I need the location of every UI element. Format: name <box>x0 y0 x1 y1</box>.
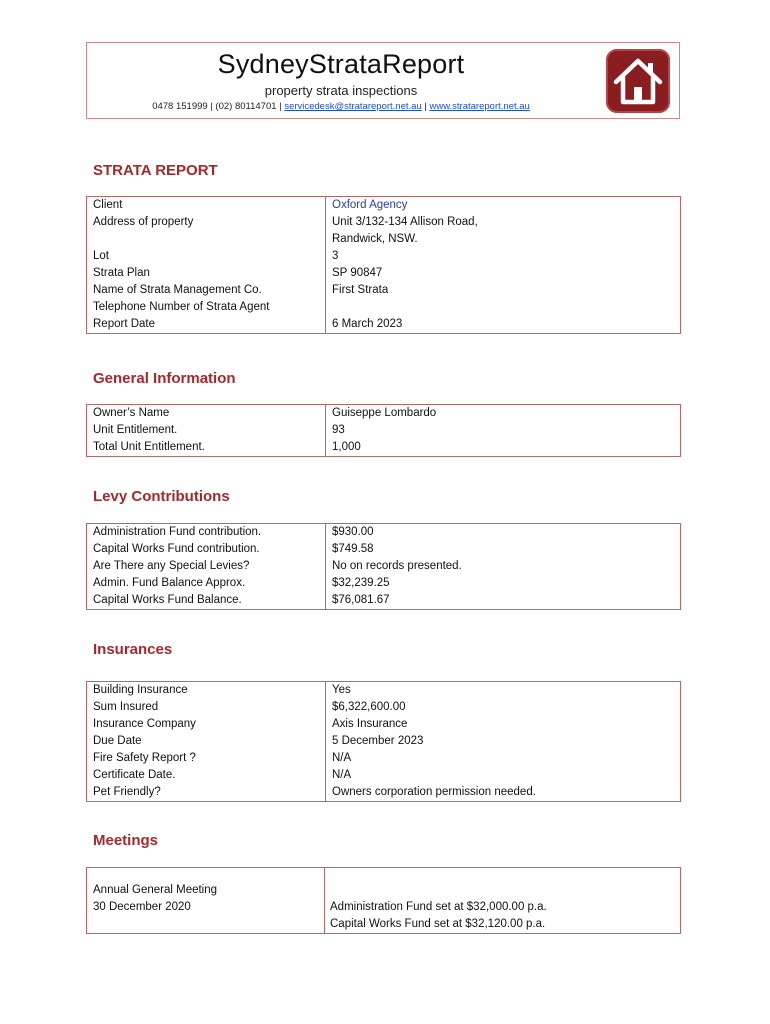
insurances-table <box>86 681 681 802</box>
table-row <box>87 750 681 767</box>
row-label: Fire Safety Report ? <box>87 750 326 767</box>
table-row <box>87 197 681 215</box>
table-row <box>87 784 681 802</box>
table-row <box>87 767 681 784</box>
column-divider <box>324 868 325 933</box>
row-value: Yes <box>326 682 681 700</box>
row-label: Due Date <box>87 733 326 750</box>
general-information-table <box>86 404 681 457</box>
row-label: Insurance Company <box>87 716 326 733</box>
row-value: $32,239.25 <box>326 575 681 592</box>
row-value: 6 March 2023 <box>326 316 681 334</box>
row-value: Unit 3/132-134 Allison Road, <box>326 214 681 231</box>
row-value: Randwick, NSW. <box>326 231 681 248</box>
house-icon <box>606 49 670 113</box>
phone-numbers: 0478 151999 | (02) 80114701 | <box>152 101 282 112</box>
row-label: Capital Works Fund Balance. <box>87 592 326 610</box>
row-label: Lot <box>87 248 326 265</box>
table-row <box>87 265 681 282</box>
report-header <box>86 42 680 119</box>
website-link[interactable]: www.stratareport.net.au <box>429 101 530 112</box>
row-value: $749.58 <box>326 541 681 558</box>
row-label: Telephone Number of Strata Agent <box>87 299 326 316</box>
company-logo <box>606 49 670 113</box>
row-label: Report Date <box>87 316 326 334</box>
row-label: Pet Friendly? <box>87 784 326 802</box>
strata-report-table <box>86 196 681 334</box>
row-value: 1,000 <box>326 439 681 457</box>
table-row <box>87 592 681 610</box>
row-label: Name of Strata Management Co. <box>87 282 326 299</box>
table-row <box>87 575 681 592</box>
row-value: 3 <box>326 248 681 265</box>
row-label: Strata Plan <box>87 265 326 282</box>
row-label: Total Unit Entitlement. <box>87 439 326 457</box>
row-label: Sum Insured <box>87 699 326 716</box>
row-label: Address of property <box>87 214 326 231</box>
table-row <box>87 405 681 423</box>
row-label: Building Insurance <box>87 682 326 700</box>
brand-title: SydneyStrataReport <box>217 49 465 79</box>
row-value: First Strata <box>326 282 681 299</box>
capital-fund-note: Capital Works Fund set at $32,120.00 p.a. <box>330 918 546 930</box>
row-label: Certificate Date. <box>87 767 326 784</box>
row-value: 5 December 2023 <box>326 733 681 750</box>
table-row <box>87 422 681 439</box>
table-row <box>87 524 681 542</box>
table-row <box>87 541 681 558</box>
meeting-type: Annual General Meeting <box>93 884 218 896</box>
client-value[interactable]: Oxford Agency <box>326 197 681 215</box>
table-row <box>87 716 681 733</box>
row-value: Axis Insurance <box>326 716 681 733</box>
row-label: Unit Entitlement. <box>87 422 326 439</box>
contact-line <box>87 101 595 112</box>
row-label: Owner’s Name <box>87 405 326 423</box>
table-row <box>87 282 681 299</box>
meetings-table <box>86 867 681 934</box>
email-link[interactable]: servicedesk@stratareport.net.au <box>284 101 422 112</box>
row-value: Owners corporation permission needed. <box>326 784 681 802</box>
row-label <box>87 231 326 248</box>
row-value: $76,081.67 <box>326 592 681 610</box>
levy-contributions-table <box>86 523 681 610</box>
row-label: Admin. Fund Balance Approx. <box>87 575 326 592</box>
row-value: No on records presented. <box>326 558 681 575</box>
table-row <box>87 699 681 716</box>
insurances-heading: Insurances <box>93 641 173 658</box>
strata-report-heading: STRATA REPORT <box>93 162 218 179</box>
meeting-date: 30 December 2020 <box>93 901 191 913</box>
table-row <box>87 316 681 334</box>
levy-contributions-heading: Levy Contributions <box>93 488 230 505</box>
row-value: $930.00 <box>326 524 681 542</box>
table-row <box>87 214 681 231</box>
table-row <box>87 439 681 457</box>
table-row <box>87 733 681 750</box>
row-value: $6,322,600.00 <box>326 699 681 716</box>
row-value: N/A <box>326 767 681 784</box>
row-label: Are There any Special Levies? <box>87 558 326 575</box>
table-row <box>87 682 681 700</box>
brand-tagline: property strata inspections <box>264 83 418 98</box>
row-value: SP 90847 <box>326 265 681 282</box>
table-row <box>87 558 681 575</box>
row-label: Client <box>87 197 326 215</box>
meetings-heading: Meetings <box>93 832 159 849</box>
row-value <box>326 299 681 316</box>
admin-fund-note: Administration Fund set at $32,000.00 p.a. <box>330 901 547 913</box>
table-row <box>87 231 681 248</box>
table-row <box>87 299 681 316</box>
contact-separator: | <box>424 101 427 112</box>
row-value: Guiseppe Lombardo <box>326 405 681 423</box>
row-value: 93 <box>326 422 681 439</box>
row-value: N/A <box>326 750 681 767</box>
general-information-heading: General Information <box>93 370 236 387</box>
row-label: Capital Works Fund contribution. <box>87 541 326 558</box>
row-label: Administration Fund contribution. <box>87 524 326 542</box>
table-row <box>87 248 681 265</box>
